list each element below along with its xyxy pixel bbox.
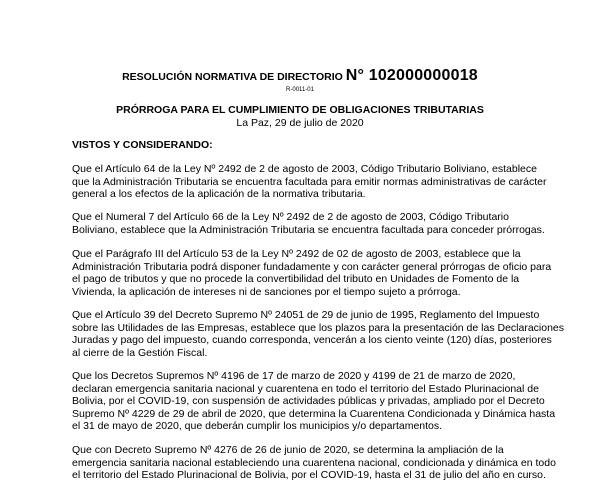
form-code: R-0011-01 [286, 87, 314, 93]
paragraph-line: emergencia sanitaria nacional estableciendo una cuarentena nacional, condicionada y dinámica en todo [72, 456, 556, 469]
paragraph-line: Que el Parágrafo III del Artículo 53 de la Ley Nº 2492 de 02 de agosto de 2003, establece que la [72, 248, 521, 260]
paragraph-line: Bolivia, por el COVID-19, con suspensión de actividades públicas y privadas, ampliado por el Decreto [72, 395, 545, 408]
paragraph-4 [72, 309, 565, 359]
paragraph-line: el 31 de mayo de 2020, que deberán cumplir los municipios y/o departamentos. [72, 420, 443, 433]
paragraph-line: Juradas y pago del impuesto, cuando corresponda, vencerán a los ciento veinte (120) días, posteriores [72, 334, 552, 347]
resolution-label: RESOLUCIÓN NORMATIVA DE DIRECTORIO [122, 71, 343, 83]
document-subtitle: PRÓRROGA PARA EL CUMPLIMIENTO DE OBLIGACIONES TRIBUTARIAS [116, 104, 484, 116]
paragraph-line: declaran emergencia sanitaria nacional y cuarentena en todo el territorio del Estado Plurinacional de [72, 382, 539, 395]
paragraph-line: Que los Decretos Supremos Nº 4196 de 17 de marzo de 2020 y 4199 de 21 de marzo de 2020, [72, 370, 516, 382]
paragraph-line: general a los efectos de la aplicación de la normativa tributaria. [72, 188, 366, 201]
resolution-number: N° 102000000018 [345, 67, 478, 84]
resolution-title [0, 66, 600, 87]
paragraph-line: el territorio del Estado Plurinacional de Bolivia, por el COVID-19, hasta el 31 de julio del año en curso. [72, 469, 546, 482]
paragraph-line: al cierre de la Gestión Fiscal. [72, 346, 208, 359]
paragraph-line: Que el Numeral 7 del Artículo 66 de la Ley Nº 2492 de 2 de agosto de 2003, Código Tributario [72, 211, 509, 223]
paragraph-line: Que con Decreto Supremo Nº 4276 de 26 de junio de 2020, se determina la ampliación de la [72, 444, 504, 456]
document-header [0, 66, 600, 130]
paragraph-6 [72, 444, 556, 482]
paragraph-line: Supremo Nº 4229 de 29 de abril de 2020, que determina la Cuarentena Condicionada y Dinámica hasta [72, 407, 556, 420]
paragraph-line: Vivienda, la aplicación de intereses ni de sanciones por el tiempo sujeto a prórroga. [72, 285, 461, 298]
paragraph-2 [72, 211, 545, 236]
paragraph-line: Que el Artículo 64 de la Ley Nº 2492 de 2 de agosto de 2003, Código Tributario Boliviano, establece [72, 163, 537, 175]
paragraph-line: el pago de tributos y que no procede la convertibilidad del tributo en Unidades de Fomento de la [72, 273, 520, 286]
paragraph-line: Que el Artículo 39 del Decreto Supremo Nº 24051 de 29 de junio de 1995, Reglamento del Impuesto [72, 309, 540, 321]
paragraph-line: sobre las Utilidades de las Empresas, establece que los plazos para la presentación de las Declaraciones [72, 321, 565, 334]
paragraph-1 [72, 163, 547, 201]
section-heading: VISTOS Y CONSIDERANDO: [72, 139, 213, 151]
paragraph-5 [72, 370, 556, 433]
paragraph-line: Administración Tributaria podrá disponer fundadamente y con carácter general prórrogas de oficio para [72, 260, 552, 273]
paragraph-3 [72, 248, 552, 298]
paragraph-line: Boliviano, establece que la Administración Tributaria se encuentra facultada para conceder prórrogas. [72, 223, 545, 236]
paragraph-line: que la Administración Tributaria se encuentra facultada para emitir normas administrativas de carácter [72, 175, 547, 188]
document-date: La Paz, 29 de julio de 2020 [236, 117, 364, 129]
